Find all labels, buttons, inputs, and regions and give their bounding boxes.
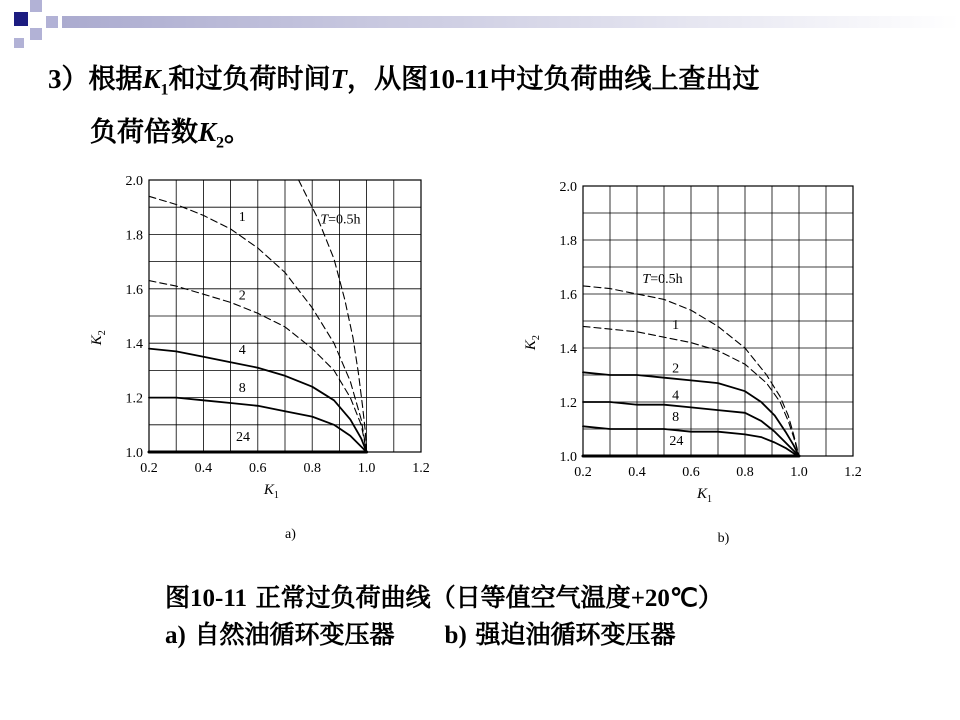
curve-label-rest: =0.5h (328, 212, 361, 228)
caption-fig-number: 10-11 (190, 585, 247, 612)
y-tick-label: 1.6 (125, 282, 143, 298)
curve-label: 8 (672, 409, 680, 425)
caption-title: 正常过负荷曲线（日等值空气温度 (246, 583, 631, 612)
chart-panel-a (89, 174, 430, 542)
caption-b-text: 强迫油循环变压器 (466, 620, 676, 649)
curve-label: 4 (238, 343, 246, 359)
curve-label: 1 (238, 209, 246, 225)
x-axis-label-sub: 1 (707, 494, 713, 505)
curve-label-t: T (642, 272, 651, 288)
heading-k1-sub: 1 (160, 81, 169, 99)
x-tick-label: 0.8 (303, 461, 321, 476)
curve-label (320, 213, 360, 228)
heading-step: 3） (48, 64, 89, 94)
heading-t: T (330, 64, 348, 94)
x-tick-label: 1.2 (412, 461, 430, 476)
y-tick-label: 1.4 (125, 337, 143, 353)
heading-k1: K (142, 64, 161, 94)
heading-k2-sub: 2 (216, 134, 225, 152)
caption-a-text: 自然油循环变压器 (185, 620, 395, 649)
y-tick-label: 1.0 (559, 450, 577, 465)
x-tick-label: 0.2 (574, 465, 592, 480)
x-tick-label: 0.6 (682, 465, 700, 480)
x-tick-label: 0.4 (628, 465, 646, 480)
y-tick-label: 1.4 (559, 342, 577, 357)
x-tick-label: 0.8 (736, 465, 754, 480)
caption-temperature: +20℃ (630, 585, 699, 612)
curve-label: 2 (238, 288, 246, 304)
curve-label: 2 (672, 361, 680, 377)
y-tick-label: 1.8 (559, 234, 577, 249)
caption-b-label: b) (444, 622, 467, 649)
caption-fig-label: 图 (165, 583, 191, 612)
panel-label: a) (284, 527, 296, 542)
heading-k2: K (198, 117, 217, 148)
y-tick-label: 1.0 (125, 446, 143, 461)
x-axis-label: $K_1$ (263, 482, 279, 501)
heading-text-4: 中过负荷曲线上查出过 (489, 64, 760, 95)
curve-label: 4 (672, 388, 680, 404)
y-axis-label: $K_2$ (523, 335, 542, 351)
x-tick-label: 1.0 (790, 465, 808, 480)
x-tick-label: 0.6 (249, 461, 267, 476)
caption-line-2 (165, 617, 925, 654)
y-tick-label: 1.2 (559, 396, 577, 411)
x-axis-label-sub: 1 (273, 490, 279, 501)
heading-text-5: 负荷倍数 (90, 117, 198, 149)
y-tick-label: 2.0 (125, 174, 143, 189)
panel-label: b) (717, 531, 730, 546)
caption-line-1 (165, 580, 925, 617)
heading-text-2: 和过负荷时间 (168, 64, 331, 95)
x-axis-label: $K_1$ (696, 486, 713, 505)
figure-caption (165, 580, 925, 654)
caption-a-label: a) (165, 622, 186, 649)
curve-label (642, 272, 682, 287)
y-tick-label: 1.6 (559, 288, 577, 303)
chart-panel-b (523, 180, 862, 546)
heading-text-1: 根据 (88, 64, 143, 95)
y-axis-label: $K_2$ (89, 330, 108, 346)
y-tick-label: 2.0 (559, 180, 577, 195)
curve-label-t: T (320, 212, 329, 228)
heading-fig-ref: 10-11 (428, 64, 490, 94)
heading-text-3: ，从图 (347, 64, 429, 95)
y-axis-label-sub: 2 (97, 330, 108, 336)
heading-text-6: 。 (224, 117, 252, 149)
y-tick-label: 1.8 (125, 228, 143, 244)
curve-label: 8 (238, 381, 246, 397)
y-axis-label-sub: 2 (531, 335, 542, 341)
curve-label-rest: =0.5h (650, 272, 683, 288)
curve-label: 24 (669, 434, 684, 450)
curve-label: 1 (672, 318, 680, 334)
x-tick-label: 1.2 (844, 465, 862, 480)
caption-close-paren: ） (698, 583, 724, 612)
curve-label: 24 (236, 430, 251, 446)
x-tick-label: 0.2 (140, 461, 158, 476)
x-tick-label: 0.4 (194, 461, 213, 476)
y-tick-label: 1.2 (125, 391, 143, 407)
x-tick-label: 1.0 (357, 461, 376, 476)
